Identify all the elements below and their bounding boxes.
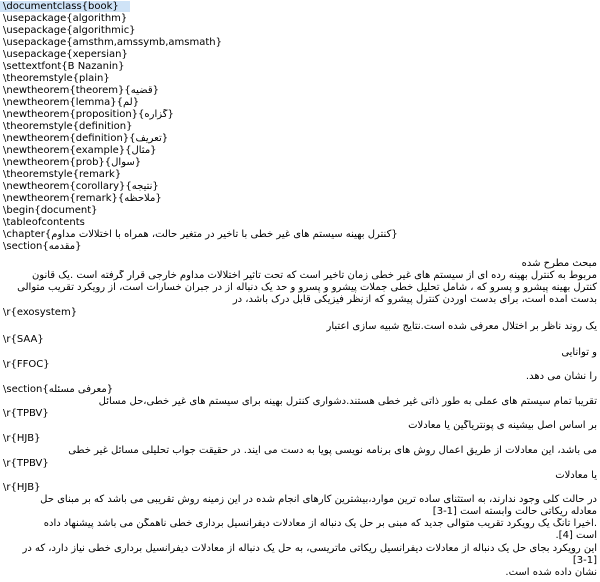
editor-line[interactable]: معادله ریکاتی حالت وابسته است [1-3] bbox=[432, 506, 597, 517]
editor-line[interactable]: مربوط به کنترل بهینه رده ای از سیستم های غیر خطی زمان تأخیر است که تحت تأثیر اختلالات مداوم خارجی قرار گرفته است .یک قانون bbox=[31, 270, 597, 281]
editor-line[interactable]: \theoremstyle{definition} bbox=[3, 121, 133, 132]
editor-line[interactable]: \r{FFOC} bbox=[3, 359, 50, 370]
editor-line[interactable]: \newtheorem{corollary}{نتیجه} bbox=[3, 181, 159, 192]
editor-line[interactable]: \settextfont{B Nazanin} bbox=[3, 61, 125, 72]
editor-line[interactable]: \newtheorem{lemma}{لم} bbox=[3, 97, 140, 108]
editor-line[interactable]: \newtheorem{proposition}{گزاره} bbox=[3, 109, 174, 120]
editor-line[interactable]: \newtheorem{theorem}{قضیه} bbox=[3, 85, 159, 96]
editor-line[interactable]: \newtheorem{definition}{تعریف} bbox=[3, 133, 169, 144]
editor-line[interactable]: می باشد، این معادلات از طریق اعمال روش های برنامه نویسی پویا به دست می آیند. در حقیقت جواب تحلیلی مسائل غیر خطی bbox=[68, 445, 597, 456]
editor-line[interactable]: \chapter{کنترل بهینه سیستم های غیر خطی با تأخیر در متغیر حالت، همراه با اختلالات مداوم} bbox=[3, 229, 398, 240]
editor-line[interactable]: بدست آمده است، برای بدست آوردن کنترل پیشرو که ازنظر فیزیکی قابل درک باشد، در bbox=[232, 294, 597, 305]
editor-line[interactable]: \section{مقدمه} bbox=[3, 241, 82, 252]
editor-line[interactable]: \documentclass{book} bbox=[0, 1, 130, 12]
editor-line[interactable]: \r{HJB} bbox=[3, 482, 41, 493]
editor-line[interactable]: \usepackage{algorithm} bbox=[3, 13, 128, 24]
editor-line[interactable]: \newtheorem{remark}{ملاحظه} bbox=[3, 193, 162, 204]
editor-line[interactable]: مبحث مطرح شده bbox=[521, 258, 597, 269]
editor-line[interactable]: \tableofcontents bbox=[3, 217, 85, 228]
editor-line[interactable]: را نشان می دهد. bbox=[525, 371, 597, 382]
editor-line[interactable]: \begin{document} bbox=[3, 205, 98, 216]
editor-line[interactable]: \newtheorem{prob}{سوال} bbox=[3, 157, 142, 168]
editor-line[interactable]: \r{TPBV} bbox=[3, 458, 49, 469]
editor-line[interactable]: \newtheorem{example}{مثال} bbox=[3, 145, 157, 156]
editor-line[interactable]: در حالت کلی وجود ندارند، به استثنای ساده ترین موارد،بیشترین کارهای انجام شده در این زمینه روش تقریبی می باشد که بر مبنای حل bbox=[40, 494, 597, 505]
editor-line[interactable]: \usepackage{algorithmic} bbox=[3, 25, 136, 36]
editor-line[interactable]: کنترل بهینه پیشرو و پسرو که ، شامل تحلیل خطی جملات پیشرو و پسرو و حد یک دنباله از در جبران خسارات است، از رویکرد تقریب متوالی bbox=[17, 282, 597, 293]
editor-line[interactable]: و توانایی bbox=[561, 347, 597, 358]
editor-line[interactable]: تقریباً تمام سیستم های عملی به طور ذاتی غیر خطی هستند.دشواری کنترل بهینه برای سیستم های غیر خطی،حل مسائل bbox=[98, 396, 597, 407]
editor-line[interactable]: \theoremstyle{remark} bbox=[3, 169, 122, 180]
editor-line[interactable]: است [4]. bbox=[555, 530, 597, 541]
editor-line[interactable]: یا معادلات bbox=[555, 470, 597, 481]
editor-line[interactable]: \section{معرفی مسئله} bbox=[3, 384, 114, 395]
editor-line[interactable]: \theoremstyle{plain} bbox=[3, 73, 110, 84]
editor-line[interactable]: این رویکرد بجای حل یک دنباله از معادلات دیفرانسیل ریکاتی ماتریسی، به حل یک دنباله از معادلات دیفرانسیل برداری خطی نیاز دارد، که در bbox=[22, 543, 597, 554]
editor-line[interactable]: \r{SAA} bbox=[3, 334, 44, 345]
editor-line[interactable]: \r{TPBV} bbox=[3, 408, 49, 419]
editor-line[interactable]: بر اساس اصل بیشینه ی پونتریاگین یا معادلات bbox=[408, 420, 597, 431]
editor-line[interactable]: \usepackage{amsthm,amssymb,amsmath} bbox=[3, 37, 222, 48]
editor-line[interactable]: \r{exosystem} bbox=[3, 307, 78, 318]
editor-line[interactable]: .اخیراً تانگ یک رویکرد تقریب متوالی جدید که مبنی بر حل یک دنباله از معادلات دیفرانسیل برداری خطی ناهمگن می باشد پیشنهاد داده bbox=[43, 518, 597, 529]
editor-line[interactable]: \usepackage{xepersian} bbox=[3, 49, 128, 60]
editor-line[interactable]: نشان داده شده است. bbox=[505, 567, 597, 578]
editor-line[interactable]: \r{HJB} bbox=[3, 433, 41, 444]
editor-line[interactable]: یک روند ناظر بر اختلال معرفی شده است.نتایج شبیه سازی اعتبار bbox=[326, 321, 597, 332]
editor-line[interactable]: [3-1] bbox=[572, 555, 597, 566]
